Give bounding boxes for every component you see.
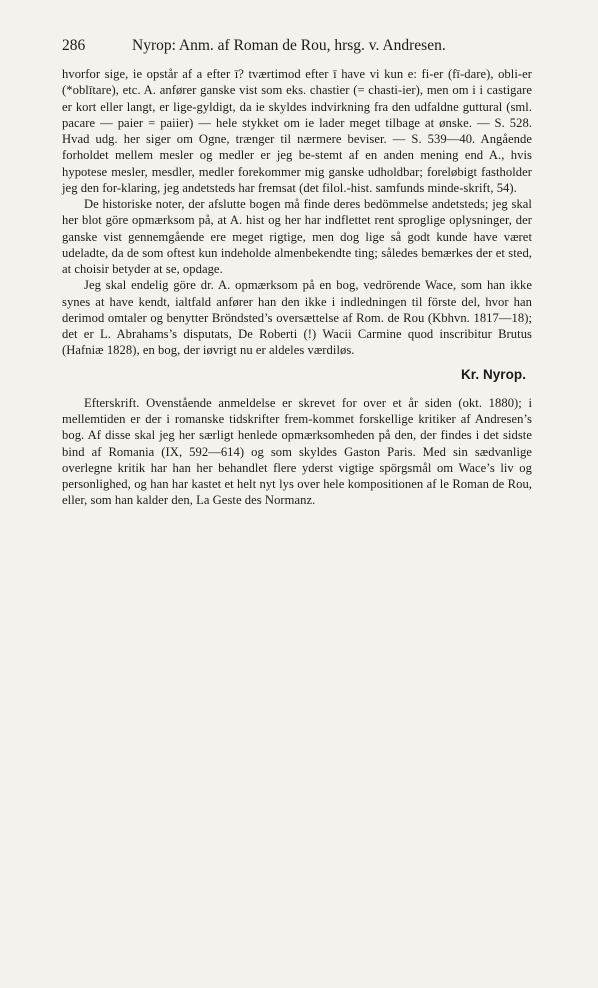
paragraph-2: De historiske noter, der afslutte bogen må finde deres bedömmelse andetsteds; jeg skal her blot göre opmærksom på, at A. hist og her har indflettet rent sproglige oplysninger, der ganske vist gennemgående ere meget rigtige, men dog lige så godt kunde have været udeladte, da de som oftest kun indeholde almenbekendte ting; således bemærkes der et sted, at choisir betyder at se, opdage.	[62, 197, 532, 276]
page-number: 286	[62, 37, 86, 54]
paragraph-postscript: Efterskrift. Ovenstående anmeldelse er skrevet for over et år siden (okt. 1880); i mellemtiden er der i romanske tidskrifter frem-kommet forskellige kritiker af Andresen’s bog. Af disse skal jeg her særligt henlede opmærksomheden på den, der findes i det sidste bind af Romania (IX, 592—614) og som skyldes Gaston Paris. Med sin sædvanlige overlegne kritik har han her behandlet flere yderst vigtige spörgsmål om Wace’s liv og personlighed, og han har kastet et helt nyt lys over hele kompositionen af le Roman de Rou, eller, som han kalder den, La Geste des Normanz.	[62, 395, 532, 508]
paragraph-1: hvorfor sige, ie opstår af a efter ī? tværtimod efter ī have vi kun e: fi-er (fī-dare), obli-er (*oblītare), etc. A. anfører ganske vist som eks. chastier (= chasti-ier), men om i i castigare er kort eller langt, er lige-gyldigt, da ie skyldes indvirkning fra den udfaldne guttural (sml. pacare — paier = paiier) — hele stykket om ie lader meget tilbage at ønske. — S. 528. Hvad udg. her siger om Ogne, trænger til nærmere beviser. — S. 539—40. Angående forholdet mellem mesler og medler er jeg be-stemt af en anden mening end A., hvis hypotese mesler, mesdler, medler forekommer mig ganske udholdbar; foreløbigt fastholder jeg den for-klaring, jeg andetsteds har fremsat (det filol.-hist. samfunds minde-skrift, 54).	[62, 67, 532, 195]
body-text	[62, 66, 532, 509]
running-header	[62, 37, 532, 55]
paragraph-3: Jeg skal endelig göre dr. A. opmærksom på en bog, vedrörende Wace, som han ikke synes at have kendt, ialtfald anfører han den ikke i indledningen til förste del, hvor han derimod omtaler og benytter Bröndsted’s oversættelse af Rom. de Rou (Kbhvn. 1817—18); det er L. Abrahams’s disputats, De Roberti (!) Wacii Carmine quod inscribitur Brutus (Hafniæ 1828), en bog, der iøvrigt nu er aldeles værdiløs.	[62, 278, 532, 358]
signature: Kr. Nyrop.	[460, 366, 526, 382]
running-title: Nyrop: Anm. af Roman de Rou, hrsg. v. Andresen.	[132, 37, 446, 54]
